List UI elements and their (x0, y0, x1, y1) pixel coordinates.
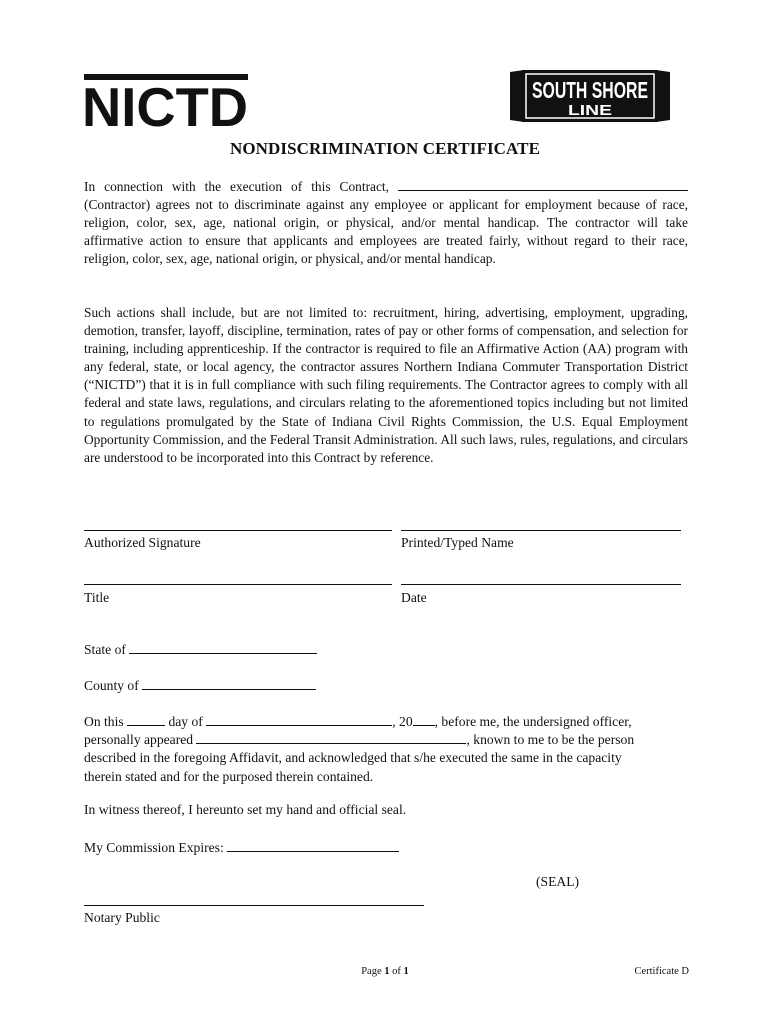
county-row (84, 678, 316, 694)
notary-line-4: therein stated and for the purposed therein contained. (84, 768, 374, 784)
contract-paragraph (84, 178, 688, 268)
page-total: 1 (403, 966, 409, 977)
notary-line-1 (84, 713, 688, 731)
day-blank[interactable] (127, 714, 165, 726)
personally-appeared-text: personally appeared (84, 732, 194, 748)
year-blank[interactable] (413, 714, 435, 726)
day-of-text: day of (168, 714, 203, 729)
certificate-label: Certificate D (634, 966, 689, 977)
printed-name-line[interactable] (401, 530, 681, 531)
state-blank[interactable] (129, 642, 317, 654)
title-label: Title (84, 590, 110, 605)
svg-text:SOUTH SHORE: SOUTH SHORE (532, 77, 648, 103)
county-blank[interactable] (142, 678, 316, 690)
on-this-text: On this (84, 714, 124, 729)
paragraph-lead: In connection with the execution of this Contract, (84, 179, 389, 194)
document-title: NONDISCRIMINATION CERTIFICATE (229, 139, 541, 158)
state-row (84, 642, 317, 658)
title-line[interactable] (84, 584, 392, 585)
date-label: Date (401, 590, 427, 605)
notary-line-2 (84, 731, 688, 749)
commission-row (84, 840, 399, 856)
notary-line-3: described in the foregoing Affidavit, and acknowledged that s/he executed the same in the capacity (84, 750, 622, 766)
county-label: County of (84, 678, 139, 693)
actions-paragraph: Such actions shall include, but are not limited to: recruitment, hiring, advertising, employment, upgrading, demotion, transfer, layoff, discipline, termination, rates of pay or other forms of compensation, and selection for training, including apprenticeship. If the contractor is required to file an Affirmative Action (AA) program with any federal, state, or local agency, the contractor assures Northern Indiana Commuter Transportation District (“NICTD”) that it is in full compliance with such filing requirements. The Contractor agrees to comply with all federal and state laws, regulations, and circulars relating to the aforementioned topics including but not limited to regulations promulgated by the State of Indiana Civil Rights Commission, the U.S. Equal Employment Opportunity Commission, and the Federal Transit Administration. All such laws, rules, regulations, and circulars are understood to be incorporated into this Contract by reference. (84, 305, 688, 465)
authorized-signature-line[interactable] (84, 530, 392, 531)
nictd-logo (82, 74, 248, 138)
witness-text: In witness thereof, I hereunto set my hand and official seal. (84, 802, 407, 817)
month-blank[interactable] (206, 714, 392, 726)
commission-label: My Commission Expires: (84, 840, 224, 855)
svg-text:NICTD: NICTD (82, 76, 248, 138)
contractor-name-blank[interactable] (398, 179, 688, 191)
svg-text:LINE: LINE (568, 102, 612, 119)
year-prefix-text: , 20 (392, 714, 413, 729)
printed-name-label: Printed/Typed Name (401, 535, 514, 550)
south-shore-line-logo (510, 68, 670, 124)
date-line[interactable] (401, 584, 681, 585)
known-to-me-text: , known to me to be the person (466, 732, 635, 748)
paragraph-rest: (Contractor) agrees not to discriminate against any employee or applicant for employment because of race, religion, color, sex, age, national origin, or physical, and/or mental handicap. The contractor will take affirmative action to ensure that applicants and employees are treated fairly, without regard to their race, religion, color, sex, age, national origin, or physical, and/or mental handicap. (84, 197, 688, 267)
notary-public-label: Notary Public (84, 910, 160, 925)
authorized-signature-label: Authorized Signature (84, 535, 201, 550)
page-of: of (392, 966, 401, 977)
before-me-text: , before me, the undersigned officer, (434, 714, 632, 729)
notary-acknowledgment (84, 713, 688, 786)
state-label: State of (84, 642, 126, 657)
notary-public-line[interactable] (84, 905, 424, 906)
page-prefix: Page (361, 966, 382, 977)
commission-blank[interactable] (227, 840, 399, 852)
appeared-name-blank[interactable] (196, 732, 466, 744)
page-current: 1 (384, 966, 390, 977)
seal-label: (SEAL) (536, 874, 580, 889)
